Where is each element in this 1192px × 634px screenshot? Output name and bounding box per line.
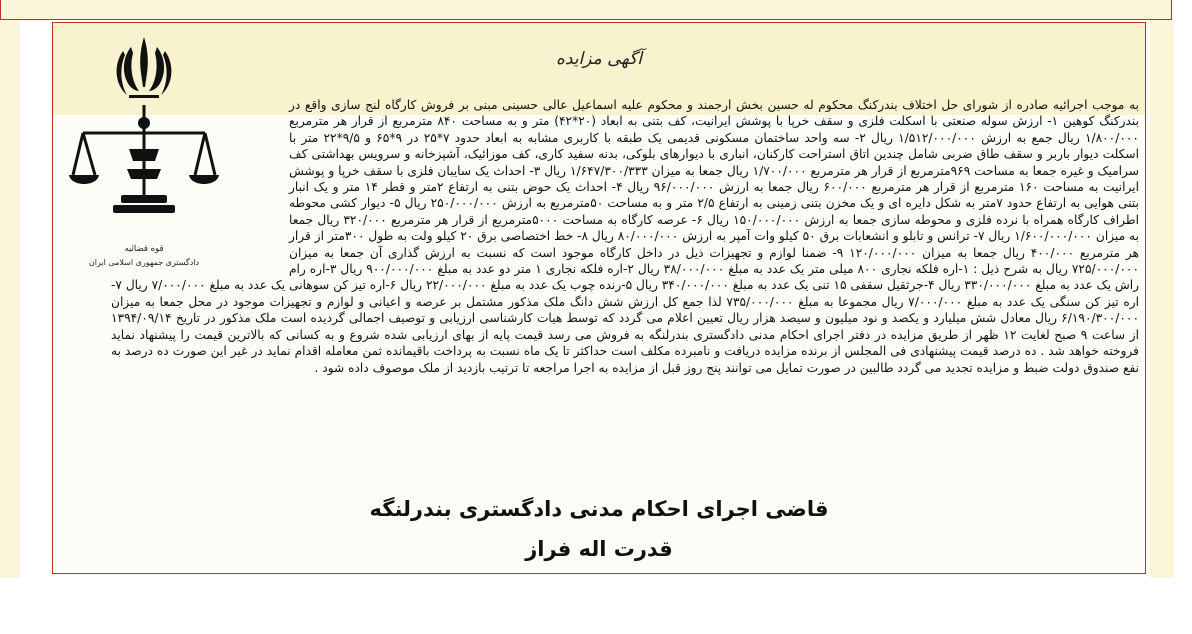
emblem-caption-judiciary: قوه قضائیه bbox=[124, 244, 164, 254]
top-frame-border bbox=[0, 0, 1172, 20]
notice-body-text: به موجب اجرائیه صادره از شورای حل اختلاف بندرکنگ محکوم له حسین بخش ارجمند و محکوم علیه اسماعیل عالی حسینی مبنی بر فروش کارگاه لنج سازی واقع در بندرکنگ کوهین ۱- ارزش سوله صنعتی با اسکلت فلزی و سقف خرپا با پوشش ایرانیت، کف بتنی به ابعاد (۲۰*۴۲) متر و به مساحت ۸۴۰ مترمربع از قرار هر مترمربع ۱/۸۰۰/۰۰۰ ریال جمع به ارزش ۱/۵۱۲/۰۰۰/۰۰۰ ریال ۲- سه واحد ساختمان مسکونی قدیمی یک طبقه با کاربری مشابه به ابعاد حدود ۷*۲۵ در ۹*۶۵ و ۹/۵*۲۲ متر با اسکلت دیوار باربر و سقف طاق ضربی شامل چندین اتاق استراحت کارکنان، انباری با دیوارهای بلوکی، بدنه سفید کاری، کف موزائیک، آشپزخانه و سرویس بهداشتی کف سرامیک و غیره جمعا به مساحت ۹۶۹مترمربع از قرار هر مترمربع ۱/۷۰۰/۰۰۰ ریال جمعا به میزان ۱/۶۴۷/۳۰۰/۳۳۳ ریال ۳- احداث یک سایبان فلزی با سقف خرپا و پوشش ایرانیت به مساحت ۱۶۰ مترمربع از قرار هر مترمربع ۶۰۰/۰۰۰ ریال جمعا به ارزش ۹۶/۰۰۰/۰۰۰ ریال ۴- احداث یک حوض بتنی به ارتفاع ۲متر و قطر ۱۴ متر و یک انبار بتنی هوایی به ارتفاع حدود ۷متر به شکل دایره ای و یک مخزن بتنی زمینی به ارتفاع ۲/۵ متر و به مساحت ۵۰مترمربع به ارزش ۲۵۰/۰۰۰/۰۰۰ ریال ۵- دیوار کشی محوطه اطراف کارگاه همراه با نرده فلزی و محوطه سازی جمعا به ارزش ۱۵۰/۰۰۰/۰۰۰ ریال ۶- عرصه کارگاه به مساحت ۵۰۰۰مترمربع از قرار هر مترمربع ۳۲۰/۰۰۰ ریال جمعا به میزان ۱/۶۰۰/۰۰۰/۰۰۰ ریال ۷- ترانس و تابلو و انشعابات برق ۵۰ کیلو وات آمپر به ارزش ۸۰/۰۰۰/۰۰۰ ریال ۸- خط اختصاصی برق ۲۰ کیلو ولت به طول ۳۰۰متر از قرار هر مترمربع ۴۰۰/۰۰۰ ریال جمعا به میزان ۱۲۰/۰۰۰/۰۰۰ ۹- ضمنا لوازم و تجهیزات ذیل در داخل کارگاه موجود است که نسبت به ارزش گذاری آن جمعا به میزان ۷۲۵/۰۰۰/۰۰۰ ریال به شرح ذیل : ۱-اره فلکه نجاری ۸۰۰ میلی متر یک عدد به مبلغ ۳۸/۰۰۰/۰۰۰ ریال ۲-اره فلکه نجاری ۱ متر دو عدد به مبلغ ۹۰۰/۰۰۰/۰۰۰ ریال ۳-اره رام راش یک عدد به مبلغ ۳۳۰/۰۰۰/۰۰۰ ریال ۴-جرثقیل سقفی ۱۵ تنی یک عدد به مبلغ ۳۴۰/۰۰۰/۰۰۰ ریال ۵-رنده چوب یک عدد به مبلغ ۲۲/۰۰۰/۰۰۰ ریال ۶-اره تیز کن سوهانی یک عدد به مبلغ ۷/۰۰۰/۰۰۰ ریال ۷-اره تیز کن سنگی یک عدد به مبلغ ۷/۰۰۰/۰۰۰ ریال مجموعا به مبلغ ۷۳۵/۰۰۰/۰۰۰ لذا جمع کل ارزش شش دانگ ملک مذکور مشتمل بر عرصه و اعیانی و لوازم و تجهیزات موجود در محل جمعا به میزان ۶/۱۹۰/۳۰۰/۰۰۰ ریال معادل شش میلیارد و یکصد و نود میلیون و سیصد هزار ریال تعیین اعلام می گردد که توسط هیات کارشناسی ارزیابی و توصیف اجمالی گردیده است ملک مذکور در تاریخ ۱۳۹۴/۰۹/۱۴ از ساعت ۹ صبح لغایت ۱۲ ظهر از طریق مزایده در دفتر اجرای احکام مدنی دادگستری بندرلنگه به فروش می رسد قیمت پایه از بهای ارزیابی شده شروع و به کسانی که بالاترین قیمت را پیشنهاد نماید فروخته خواهد شد . ده درصد قیمت پیشنهادی فی المجلس از برنده مزایده دریافت و نامبرده مکلف است حداکثر تا یک ماه نسبت به پرداخت باقیمانده ثمن معامله اقدام نماید در غیر این صورت ده درصد به نفع صندوق دولت ضبط و مزایده تجدید می گردد طالبین در صورت تمایل می توانند پنج روز قبل از مزایده به اجرا مراجعه تا ترتیب بازدید از ملک موصوف داده شود . bbox=[111, 98, 1140, 375]
left-margin-shade bbox=[0, 20, 20, 578]
signature-title: قاضی اجرای احکام مدنی دادگستری بندرلنگه bbox=[369, 497, 829, 521]
emblem-spacer bbox=[111, 97, 289, 275]
emblem-caption-court: دادگستری جمهوری اسلامی ایران bbox=[88, 258, 200, 267]
right-margin-shade bbox=[1150, 20, 1174, 578]
notice-body bbox=[111, 97, 1139, 376]
notice-title: آگهی مزایده bbox=[556, 49, 642, 69]
auction-notice bbox=[52, 22, 1146, 574]
signature-name: قدرت اله فراز bbox=[525, 537, 673, 561]
